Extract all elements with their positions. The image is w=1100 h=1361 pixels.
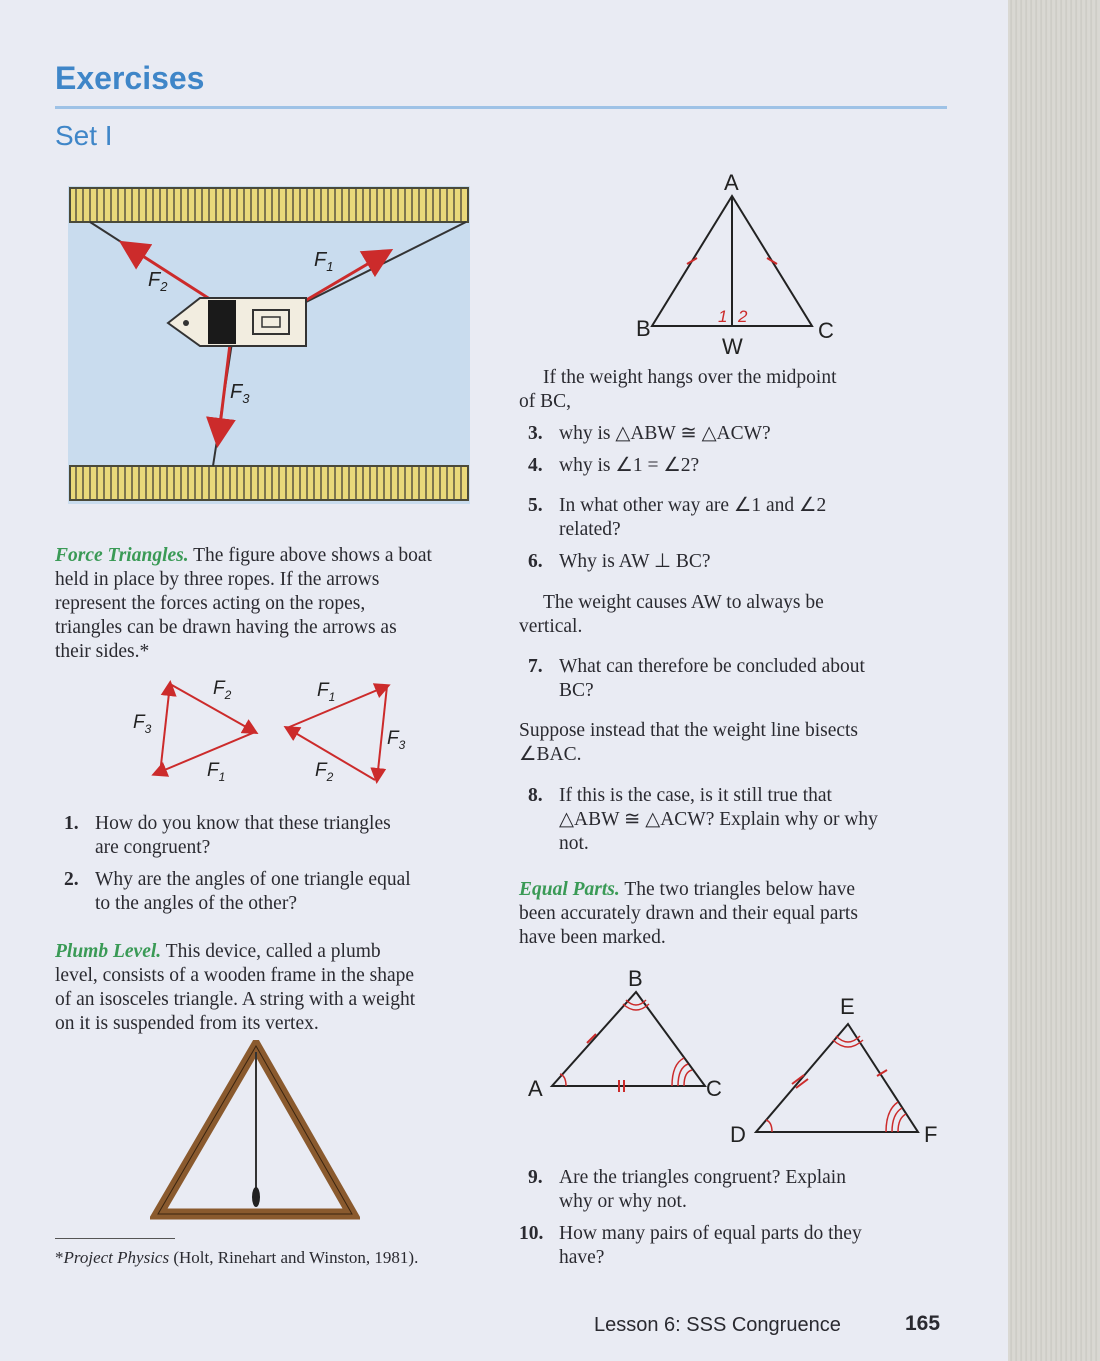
plumb-text-line: level, consists of a wooden frame in the shape — [55, 965, 415, 986]
boat-figure — [68, 186, 470, 504]
paragraph-line: If the weight hangs over the midpoint — [543, 367, 837, 388]
top-dock — [70, 188, 468, 222]
label-f: F — [924, 1122, 938, 1147]
question-6 — [528, 550, 948, 574]
question-line: why is ∠1 = ∠2? — [559, 455, 700, 476]
plumb-level-figure — [150, 1040, 360, 1220]
page-number: 165 — [905, 1312, 941, 1335]
angle-c-arc — [684, 1070, 692, 1086]
tri2-label-f3: $F_3$ — [387, 728, 406, 752]
force-text-line: their sides.* — [55, 641, 150, 662]
question-8 — [528, 784, 948, 856]
question-line: BC? — [559, 680, 594, 701]
paragraph-line: The weight causes AW to always be — [543, 592, 824, 613]
set-heading: Set I — [55, 120, 113, 151]
equal-parts-heading: Equal Parts. — [519, 879, 620, 900]
question-number: 10. — [519, 1223, 544, 1244]
tri1-label-f1: $F_1$ — [207, 760, 226, 784]
paragraph-line: vertical. — [519, 616, 583, 637]
question-line: △ABW ≅ △ACW? Explain why or why — [559, 809, 878, 830]
question-number: 9. — [528, 1167, 543, 1188]
force-text-line: represent the forces acting on the ropes, — [55, 593, 366, 614]
label-w: W — [722, 334, 743, 359]
equal-parts-figure — [522, 962, 942, 1150]
question-number: 3. — [528, 423, 543, 444]
suppose-paragraph — [519, 719, 939, 767]
question-number: 5. — [528, 495, 543, 516]
question-4 — [528, 454, 948, 478]
question-2 — [64, 868, 484, 916]
equal-text-line: The two triangles below have — [624, 879, 855, 900]
question-number: 2. — [64, 869, 79, 890]
question-line: How do you know that these triangles — [95, 813, 391, 834]
question-line: are congruent? — [95, 837, 211, 858]
question-line: How many pairs of equal parts do they — [559, 1223, 862, 1244]
plumb-text-line: This device, called a plumb — [165, 941, 381, 962]
tri2-label-f1: $F_1$ — [317, 680, 336, 704]
question-line: Why are the angles of one triangle equal — [95, 869, 411, 890]
plumb-level-heading: Plumb Level. — [55, 941, 162, 962]
label-b-2: B — [628, 966, 643, 991]
label-d: D — [730, 1122, 746, 1147]
paragraph-line: Suppose instead that the weight line bisects — [519, 720, 859, 741]
tick-ab — [687, 258, 697, 264]
equal-text-line: have been marked. — [519, 927, 666, 948]
triangle-abc-2 — [552, 992, 705, 1086]
label-angle-1: 1 — [718, 307, 728, 326]
question-line: not. — [559, 833, 589, 854]
plumb-text-line: on it is suspended from its vertex. — [55, 1013, 319, 1034]
paragraph-line: of BC, — [519, 391, 572, 412]
equal-parts-paragraph — [519, 878, 939, 950]
force-text-line: held in place by three ropes. If the arrows — [55, 569, 380, 590]
tick-ac — [767, 258, 777, 264]
footnote — [55, 1248, 418, 1268]
question-line: to the angles of the other? — [95, 893, 297, 914]
question-1 — [64, 812, 484, 860]
footnote-rule — [55, 1238, 175, 1239]
question-line: In what other way are ∠1 and ∠2 — [559, 495, 827, 516]
plumb-text-line: of an isosceles triangle. A string with a weight — [55, 989, 416, 1010]
label-e: E — [840, 994, 855, 1019]
label-f3: $F_3$ — [230, 381, 250, 406]
footnote-rest: (Holt, Rinehart and Winston, 1981). — [169, 1248, 419, 1267]
tri2-f3 — [377, 686, 387, 780]
question-line: why is △ABW ≅ △ACW? — [559, 423, 771, 444]
book-binding-edge — [1008, 0, 1100, 1361]
force-text-line: triangles can be drawn having the arrows as — [55, 617, 397, 638]
label-angle-2: 2 — [738, 307, 748, 326]
question-9 — [528, 1166, 948, 1214]
bottom-dock — [70, 466, 468, 500]
question-line: Why is AW ⊥ BC? — [559, 551, 711, 572]
question-line: If this is the case, is it still true that — [559, 785, 832, 806]
question-number: 4. — [528, 455, 543, 476]
label-f1: $F_1$ — [314, 249, 334, 274]
label-c: C — [818, 318, 834, 343]
footnote-title: Project Physics — [63, 1248, 170, 1267]
question-number: 7. — [528, 656, 543, 677]
force-triangles-figure — [125, 672, 425, 790]
tri1-f1 — [155, 732, 255, 774]
force-triangles-paragraph — [55, 544, 485, 664]
tri1-label-f2: $F_2$ — [213, 678, 232, 702]
force-triangles-heading: Force Triangles. — [55, 545, 189, 566]
plumb-weight — [252, 1187, 260, 1207]
question-7 — [528, 655, 948, 703]
question-line: Are the triangles congruent? Explain — [559, 1167, 846, 1188]
question-line: What can therefore be concluded about — [559, 656, 865, 677]
question-line: related? — [559, 519, 621, 540]
label-a-2: A — [528, 1076, 543, 1101]
question-number: 8. — [528, 785, 543, 806]
question-number: 1. — [64, 813, 79, 834]
paragraph-line: ∠BAC. — [519, 744, 582, 765]
footnote-star: * — [55, 1248, 64, 1267]
page-title: Exercises — [55, 60, 205, 96]
label-b: B — [636, 316, 651, 341]
lesson-footer: Lesson 6: SSS Congruence — [594, 1314, 841, 1336]
vertical-paragraph — [519, 591, 939, 639]
question-number: 6. — [528, 551, 543, 572]
angle-f-arc — [898, 1114, 906, 1132]
tri2-label-f2: $F_2$ — [315, 760, 334, 784]
tri1-f3 — [160, 684, 170, 774]
tri1-label-f3: $F_3$ — [133, 712, 152, 736]
label-f2: $F_2$ — [148, 269, 168, 294]
triangle-def — [756, 1024, 918, 1132]
plumb-triangle-abw-figure — [630, 168, 840, 360]
question-5 — [528, 494, 948, 542]
title-rule — [55, 106, 947, 109]
question-3 — [528, 422, 948, 446]
angle-d-arc — [766, 1120, 772, 1132]
force-text-line: The figure above shows a boat — [193, 545, 432, 566]
equal-text-line: been accurately drawn and their equal parts — [519, 903, 858, 924]
question-line: have? — [559, 1247, 605, 1268]
midpoint-paragraph — [519, 366, 939, 414]
label-c-2: C — [706, 1076, 722, 1101]
tri2-f1 — [287, 686, 387, 728]
question-10 — [519, 1222, 939, 1270]
question-line: why or why not. — [559, 1191, 687, 1212]
plumb-level-paragraph — [55, 940, 485, 1036]
label-a: A — [724, 170, 739, 195]
